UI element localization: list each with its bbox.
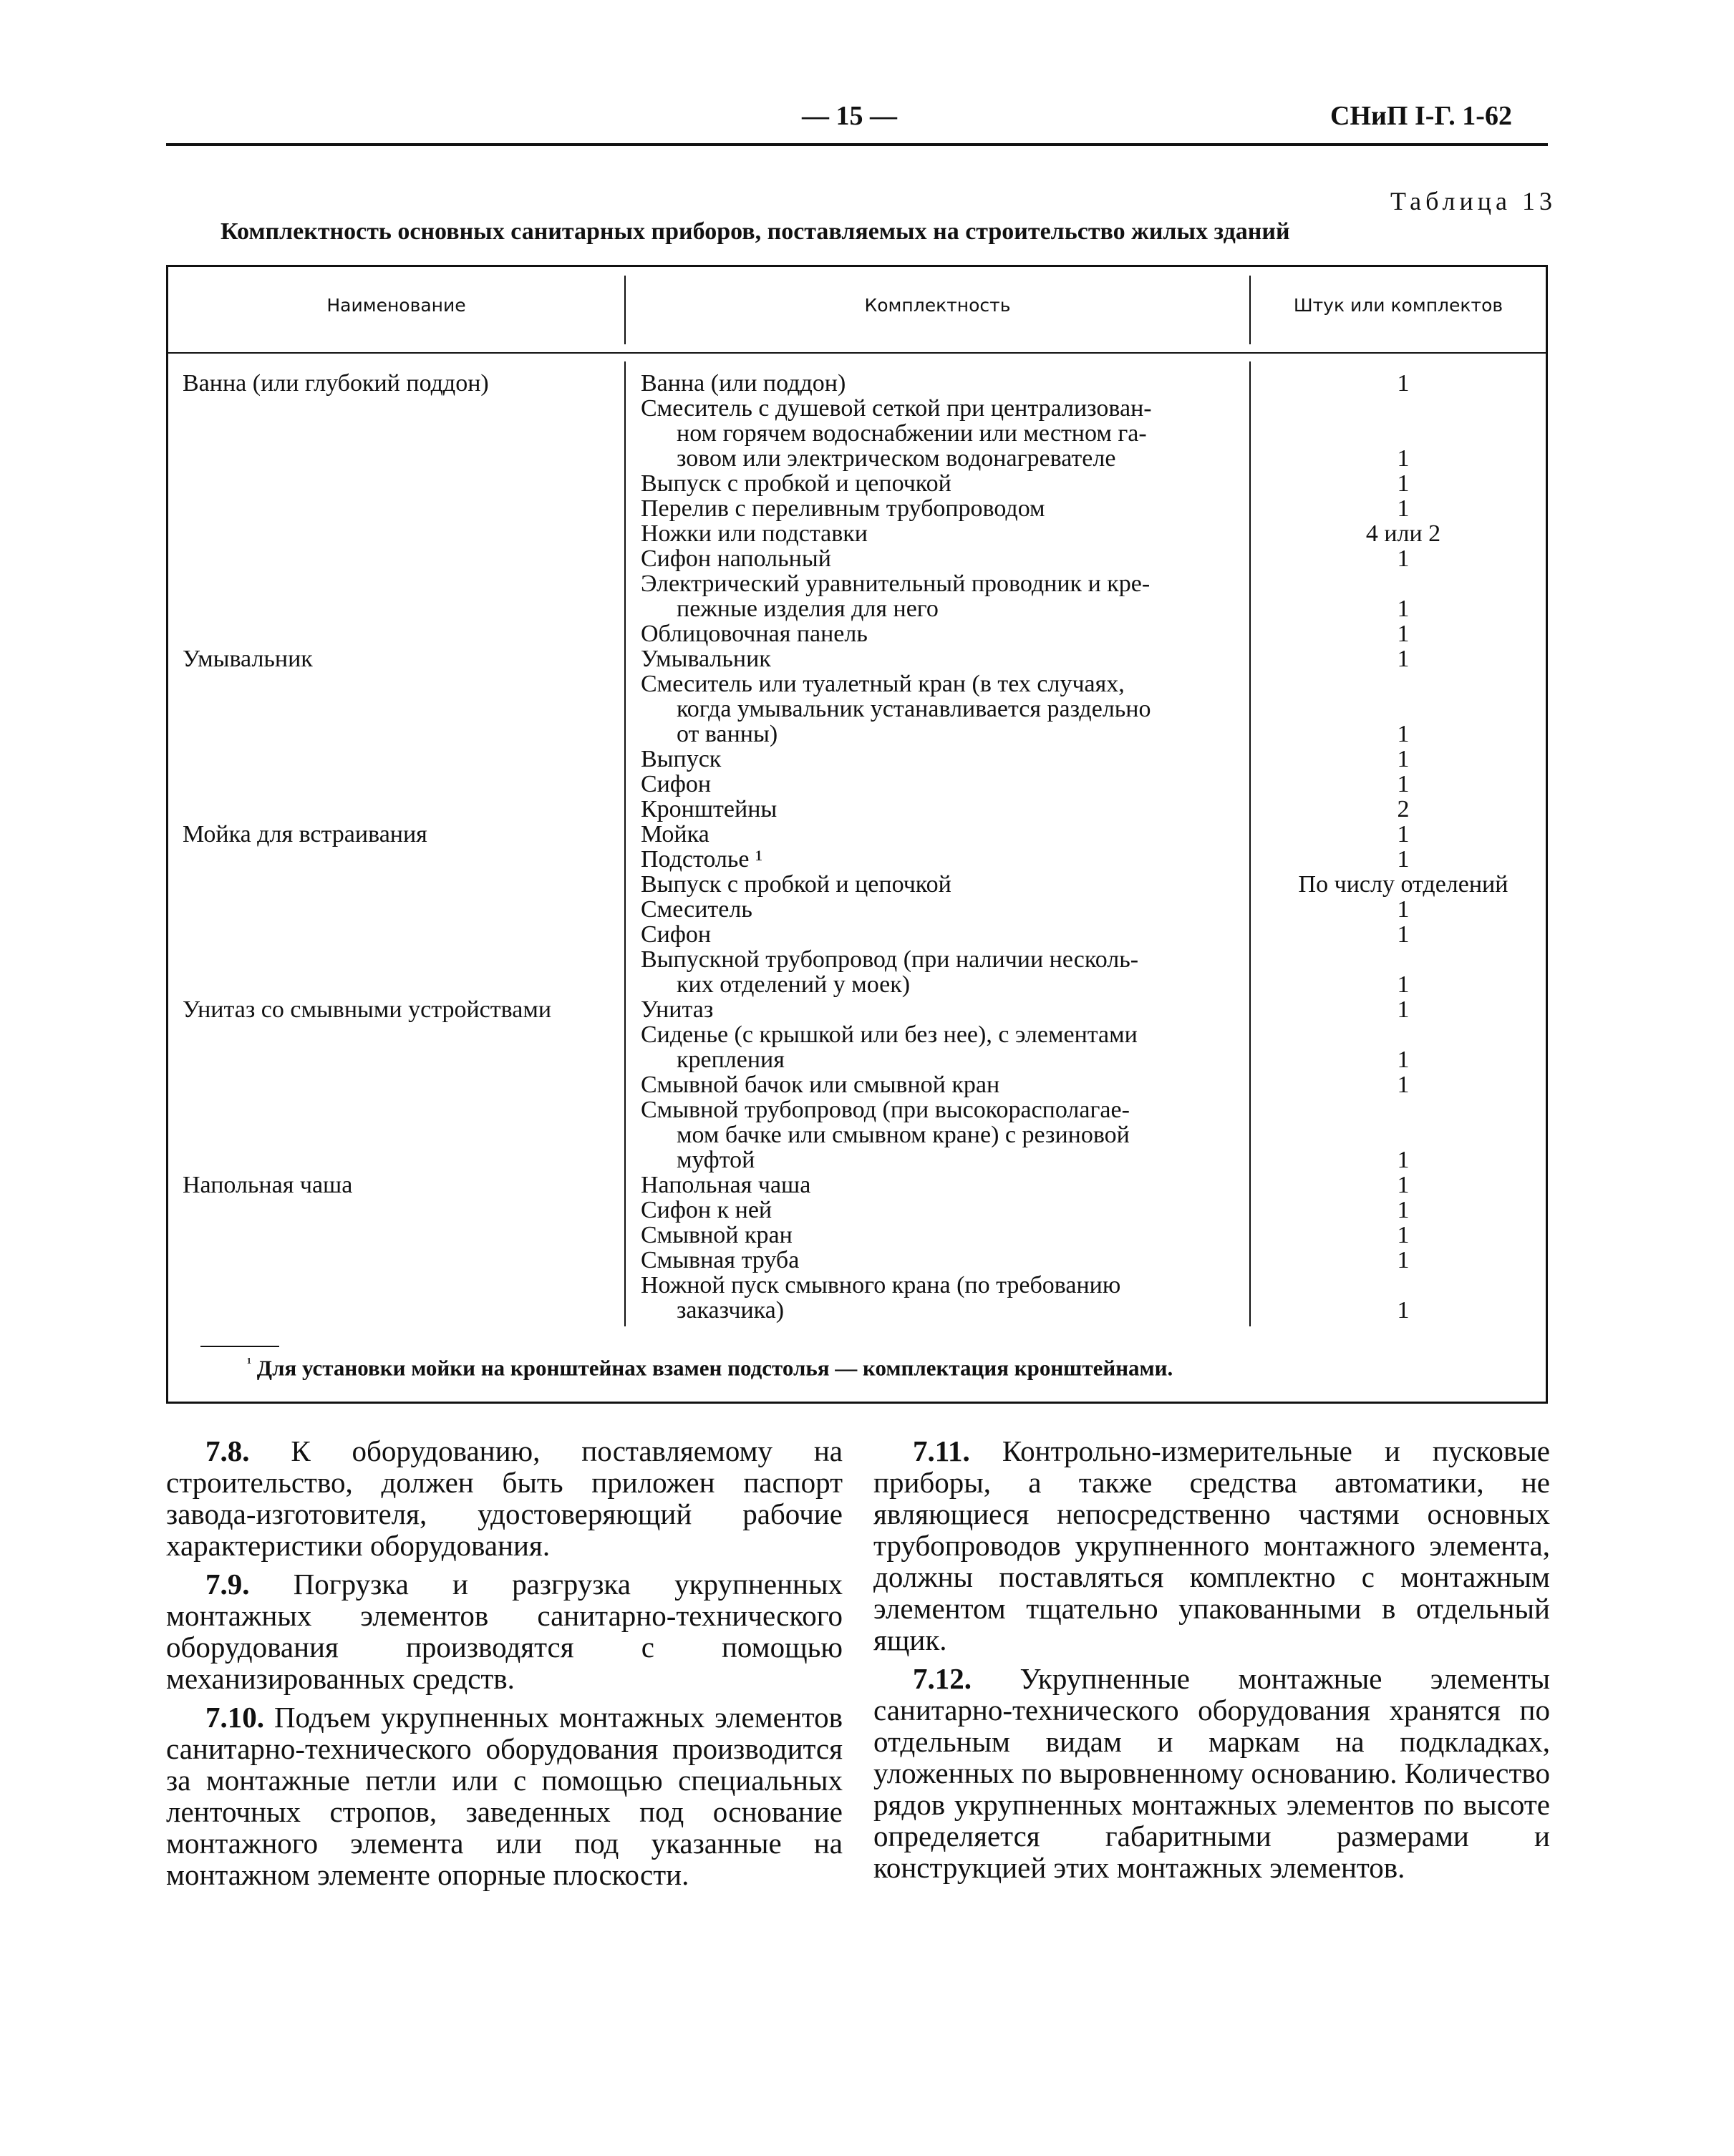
cell-item: Подстолье ¹ <box>641 846 763 873</box>
table-row <box>0 1122 1734 1147</box>
table-body <box>0 371 1734 1323</box>
table-row <box>0 772 1734 797</box>
cell-qty: 1 <box>1397 771 1410 797</box>
paragraph <box>166 1701 843 1890</box>
table-row <box>0 471 1734 496</box>
cell-item: Умывальник <box>641 646 771 672</box>
table-row <box>0 1298 1734 1323</box>
table-row <box>0 922 1734 947</box>
paragraph-number: 7.8. <box>205 1434 250 1467</box>
table-row <box>0 446 1734 471</box>
cell-item: муфтой <box>677 1147 755 1173</box>
table-row <box>0 496 1734 521</box>
cell-qty: 4 или 2 <box>1365 520 1441 547</box>
cell-qty: 1 <box>1397 495 1410 522</box>
cell-name: Унитаз со смывными устройствами <box>183 996 552 1023</box>
footnote-rule <box>200 1346 279 1347</box>
table-row <box>0 1248 1734 1273</box>
cell-item: Сифон <box>641 921 712 948</box>
cell-qty: 1 <box>1397 1197 1410 1223</box>
cell-item: крепления <box>677 1047 785 1073</box>
paragraph-text: Укрупненные монтажные элементы санитарно-технического оборудования хранятся по отдельным видам и маркам на подкладках, уложенных по выровненному основанию. Количество рядов укрупненных монтажных элементов по высоте определяется габаритными размерами и конструкцией этих монтажных элементов. <box>873 1662 1550 1884</box>
cell-qty: 1 <box>1397 1072 1410 1098</box>
table-row <box>0 747 1734 772</box>
cell-item: Сиденье (с крышкой или без нее), с элементами <box>641 1021 1138 1048</box>
table-caption: Таблица 13 <box>1390 187 1556 215</box>
table-row <box>0 621 1734 646</box>
paragraph <box>166 1568 843 1694</box>
table-row <box>0 421 1734 446</box>
cell-qty: 1 <box>1397 996 1410 1023</box>
table-row <box>0 671 1734 696</box>
footnote-text: Для установки мойки на кронштейнах взамен подстолья — комплектация кронштейнами. <box>256 1355 1173 1381</box>
cell-name: Напольная чаша <box>183 1172 353 1198</box>
column-header-qty: Штук или комплектов <box>1293 295 1503 316</box>
table-row <box>0 872 1734 897</box>
table-row <box>0 696 1734 722</box>
cell-item: зовом или электрическом водонагревателе <box>677 445 1116 472</box>
cell-qty: 1 <box>1397 1147 1410 1173</box>
text-column-left <box>166 1435 843 1898</box>
page-number: — 15 — <box>802 101 897 131</box>
cell-item: Смывная труба <box>641 1247 800 1273</box>
paragraph <box>873 1435 1550 1656</box>
cell-item: от ванны) <box>677 721 778 747</box>
table-row <box>0 1072 1734 1097</box>
table-row <box>0 646 1734 671</box>
paragraph-text: Контрольно-измерительные и пусковые приборы, а также средства автоматики, не являющиеся непосредственно частями основных трубопроводов укрупненного монтажного элемента, должны поставляться комплектно с монтажным элементом тщательно упакованными в отдельный ящик. <box>873 1434 1551 1656</box>
table-row <box>0 1097 1734 1122</box>
document-code: СНиП I-Г. 1-62 <box>1330 101 1512 131</box>
table-bottom-rule <box>166 1402 1548 1404</box>
cell-name: Умывальник <box>183 646 313 672</box>
cell-item: заказчика) <box>677 1297 785 1324</box>
footnote-mark: ¹ <box>247 1355 251 1371</box>
cell-item: Выпуск с пробкой и цепочкой <box>641 871 951 898</box>
cell-item: Смывной бачок или смывной кран <box>641 1072 1000 1098</box>
table-top-rule <box>166 265 1548 267</box>
table-title: Комплектность основных санитарных приборов, поставляемых на строительство жилых зданий <box>221 218 1290 245</box>
paragraph-number: 7.9. <box>205 1568 250 1601</box>
paragraph-text: Погрузка и разгрузка укрупненных монтажных элементов санитарно-технического оборудования производятся с помощью механизированных средств. <box>166 1568 843 1695</box>
cell-name: Ванна (или глубокий поддон) <box>183 370 489 397</box>
cell-item: Ванна (или поддон) <box>641 370 846 397</box>
cell-item: Сифон <box>641 771 712 797</box>
cell-item: Облицовочная панель <box>641 621 868 647</box>
cell-qty: 1 <box>1397 971 1410 998</box>
cell-qty: 1 <box>1397 846 1410 873</box>
cell-item: когда умывальник устанавливается раздельно <box>677 696 1151 722</box>
cell-name: Мойка для встраивания <box>183 821 427 848</box>
cell-qty: 1 <box>1397 1172 1410 1198</box>
cell-item: мом бачке или смывном кране) с резиновой <box>677 1122 1130 1148</box>
cell-qty: 2 <box>1397 796 1410 822</box>
table-row <box>0 371 1734 396</box>
cell-item: Кронштейны <box>641 796 778 822</box>
paragraph-number: 7.12. <box>913 1662 972 1695</box>
paragraph <box>166 1435 843 1561</box>
table-row <box>0 947 1734 972</box>
cell-item: Выпускной трубопровод (при наличии несколь- <box>641 946 1139 973</box>
cell-qty: 1 <box>1397 621 1410 647</box>
cell-item: Мойка <box>641 821 709 848</box>
cell-item: пежные изделия для него <box>677 596 939 622</box>
table-row <box>0 1172 1734 1198</box>
cell-qty: 1 <box>1397 596 1410 622</box>
table-row <box>0 722 1734 747</box>
cell-item: Смывной трубопровод (при высокорасполагае- <box>641 1097 1130 1123</box>
cell-item: Унитаз <box>641 996 714 1023</box>
cell-qty: 1 <box>1397 370 1410 397</box>
paragraph-text: К оборудованию, поставляемому на строительство, должен быть приложен паспорт завода-изготовителя, удостоверяющий рабочие характеристики оборудования. <box>166 1434 843 1562</box>
cell-item: ких отделений у моек) <box>677 971 911 998</box>
table-row <box>0 596 1734 621</box>
cell-qty: 1 <box>1397 470 1410 497</box>
paragraph-number: 7.11. <box>913 1434 970 1467</box>
cell-qty: 1 <box>1397 545 1410 572</box>
table-row <box>0 546 1734 571</box>
cell-item: Выпуск <box>641 746 722 772</box>
cell-item: Ножной пуск смывного крана (по требованию <box>641 1272 1121 1298</box>
table-row <box>0 1022 1734 1047</box>
column-header-set: Комплектность <box>864 295 1011 316</box>
table-row <box>0 897 1734 922</box>
table-row <box>0 797 1734 822</box>
table-row <box>0 972 1734 997</box>
cell-qty: 1 <box>1397 1222 1410 1248</box>
table-row <box>0 1223 1734 1248</box>
header-bottom-rule <box>166 352 1548 354</box>
paragraph <box>873 1663 1550 1883</box>
cell-qty: 1 <box>1397 746 1410 772</box>
cell-item: ном горячем водоснабжении или местном га- <box>677 420 1147 447</box>
cell-qty: 1 <box>1397 821 1410 848</box>
table-row <box>0 997 1734 1022</box>
paragraph-number: 7.10. <box>205 1701 264 1734</box>
table-row <box>0 1273 1734 1298</box>
table-row <box>0 521 1734 546</box>
cell-item: Смеситель с душевой сеткой при централизован- <box>641 395 1152 422</box>
table-row <box>0 1147 1734 1172</box>
table-row <box>0 1198 1734 1223</box>
cell-item: Перелив с переливным трубопроводом <box>641 495 1045 522</box>
table-row <box>0 1047 1734 1072</box>
header-rule <box>166 143 1548 146</box>
cell-item: Выпуск с пробкой и цепочкой <box>641 470 951 497</box>
cell-qty: 1 <box>1397 646 1410 672</box>
cell-item: Смеситель <box>641 896 752 923</box>
cell-qty: 1 <box>1397 1247 1410 1273</box>
cell-item: Смывной кран <box>641 1222 793 1248</box>
table-row <box>0 847 1734 872</box>
cell-item: Сифон напольный <box>641 545 831 572</box>
table-footnote <box>247 1355 1173 1381</box>
cell-qty: 1 <box>1397 1297 1410 1324</box>
column-header-name: Наименование <box>326 295 466 316</box>
paragraph-text: Подъем укрупненных монтажных элементов санитарно-технического оборудования производится за монтажные петли или с помощью специальных ленточных стропов, заведенных под основание монтажного элемента или под указанные на монтажном элементе опорные плоскости. <box>166 1701 843 1891</box>
text-column-right <box>873 1435 1550 1890</box>
table-row <box>0 571 1734 596</box>
cell-item: Напольная чаша <box>641 1172 811 1198</box>
cell-qty: 1 <box>1397 921 1410 948</box>
table-row <box>0 822 1734 847</box>
cell-qty: По числу отделений <box>1298 871 1508 898</box>
cell-qty: 1 <box>1397 721 1410 747</box>
cell-item: Сифон к ней <box>641 1197 772 1223</box>
cell-item: Ножки или подставки <box>641 520 868 547</box>
cell-qty: 1 <box>1397 896 1410 923</box>
table-row <box>0 396 1734 421</box>
cell-qty: 1 <box>1397 1047 1410 1073</box>
cell-item: Электрический уравнительный проводник и кре- <box>641 570 1151 597</box>
cell-item: Смеситель или туалетный кран (в тех случаях, <box>641 671 1125 697</box>
cell-qty: 1 <box>1397 445 1410 472</box>
